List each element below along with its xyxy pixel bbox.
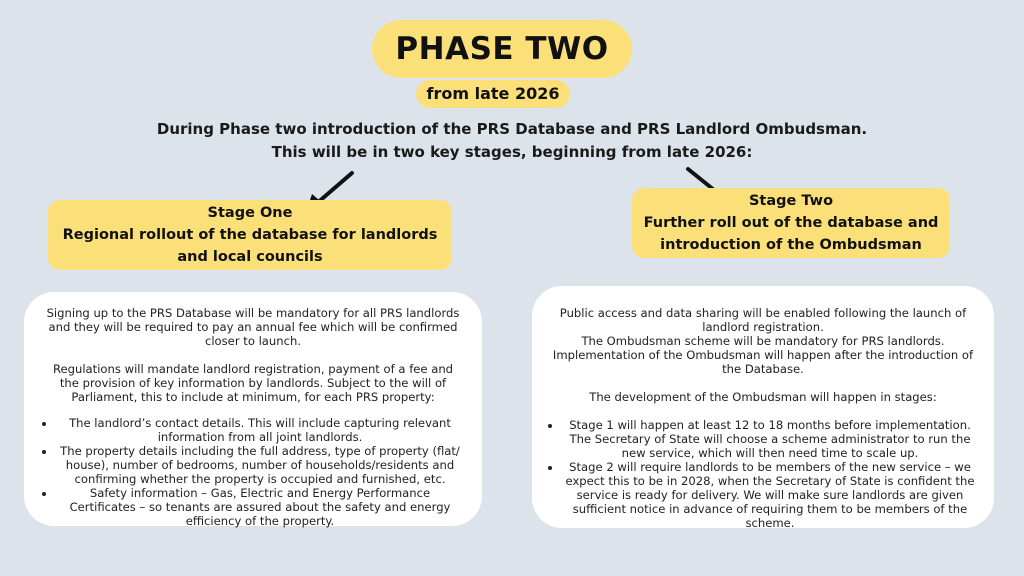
right-card-paragraph-4: The development of the Ombudsman will happen in stages: [589,390,937,404]
intro-text [60,118,964,164]
left-card-paragraph-2: Regulations will mandate landlord registration, payment of a fee and the provision of key information by landlords. Subject to the will of Parliament, this to include at minimum, for each PRS property: [52,362,454,404]
stage-one-title: Stage One [207,205,293,221]
page-title: PHASE TWO [372,20,632,78]
right-card-paragraph-3: Implementation of the Ombudsman will happen after the introduction of the Database. [552,348,974,376]
right-card-bullet-list [548,418,978,530]
left-card-paragraph-1: Signing up to the PRS Database will be mandatory for all PRS landlords and they will be required to pay an annual fee which will be confirmed closer to launch. [46,306,460,348]
stage-two-title: Stage Two [748,193,834,209]
right-card-paragraph-2: The Ombudsman scheme will be mandatory for PRS landlords. [581,334,945,348]
intro-line-1: During Phase two introduction of the PRS Database and PRS Landlord Ombudsman. [156,120,868,138]
stage-two-line-2: introduction of the Ombudsman [660,237,922,253]
intro-line-2: This will be in two key stages, beginning from late 2026: [271,143,753,161]
list-item: • The property details including the full address, type of property (flat/ house), number of bedrooms, number of households/residents and confirming whether the property is occupied and furnished, etc. [56,444,464,486]
stage-two-line-1: Further roll out of the database and [643,215,939,231]
page-subtitle: from late 2026 [416,80,570,108]
list-item: • Safety information – Gas, Electric and Energy Performance Certificates – so tenants are assured about the safety and energy efficiency of the property. [56,486,464,528]
list-item: • Stage 1 will happen at least 12 to 18 months before implementation. The Secretary of State will choose a scheme administrator to run the new service, which will then need time to scale up. [562,418,978,460]
stage-one-line-1: Regional rollout of the database for landlords [62,227,438,243]
stage-one-label [48,200,452,270]
stage-two-details-card [532,286,994,528]
stage-one-details-card [24,292,482,526]
stage-one-line-2: and local councils [177,249,323,265]
list-item: • The landlord’s contact details. This will include capturing relevant information from all joint landlords. [56,416,464,444]
right-card-paragraph-1: Public access and data sharing will be enabled following the launch of landlord registration. [559,306,967,334]
left-card-bullet-list [42,416,464,528]
stage-two-label [632,188,950,258]
list-item: • Stage 2 will require landlords to be members of the new service – we expect this to be in 2028, when the Secretary of State is confident the service is ready for delivery. We will make sure landlords are given sufficient notice in advance of requiring them to be members of the scheme. [562,460,978,530]
